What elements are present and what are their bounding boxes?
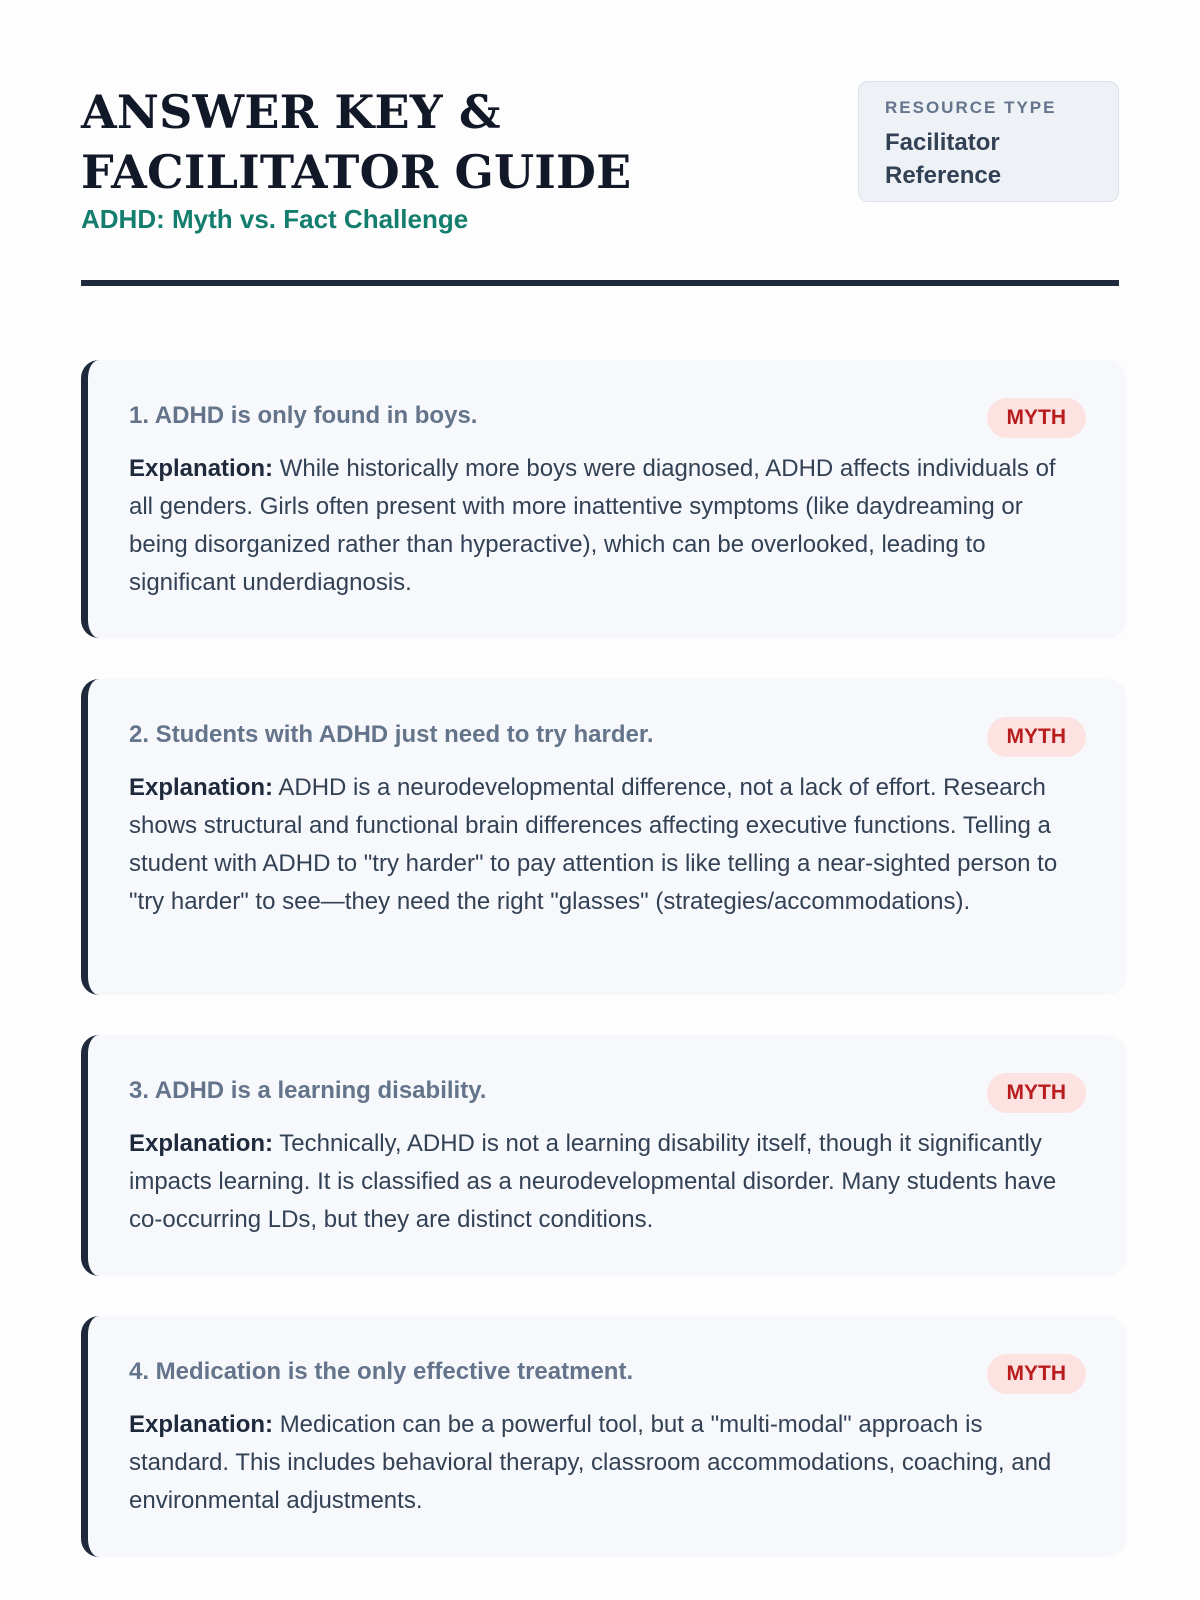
explanation-text	[129, 450, 1086, 602]
myth-card-1	[81, 360, 1126, 638]
explanation-body: While historically more boys were diagnosed, ADHD affects individuals of all genders. Girls often present with more inattentive symptoms (like daydreaming or being disorganized rather than hyperactive), which can be overlooked, leading to significant underdiagnosis.	[129, 455, 1056, 596]
card-header	[129, 717, 1086, 757]
explanation-label: Explanation:	[129, 774, 274, 801]
explanation-body: ADHD is a neurodevelopmental difference, not a lack of effort. Research shows structural and functional brain differences affecting executive functions. Telling a student with ADHD to "try harder" to pay attention is like telling a near-sighted person to "try harder" to see—they need the right "glasses" (strategies/accommodations).	[129, 774, 1058, 915]
question-text: 4. Medication is the only effective treatment.	[129, 1358, 634, 1385]
question-text: 1. ADHD is only found in boys.	[129, 402, 478, 429]
verdict-badge: MYTH	[987, 1354, 1087, 1394]
verdict-badge: MYTH	[987, 717, 1087, 757]
explanation-text	[129, 769, 1086, 921]
myth-card-4	[81, 1316, 1126, 1557]
card-header	[129, 1354, 1086, 1394]
resource-type-value: Facilitator Reference	[885, 129, 1002, 189]
explanation-label: Explanation:	[129, 455, 274, 482]
page-header	[81, 0, 1119, 290]
question-text: 2. Students with ADHD just need to try harder.	[129, 721, 654, 748]
page-subtitle: ADHD: Myth vs. Fact Challenge	[81, 204, 469, 234]
verdict-badge: MYTH	[987, 398, 1087, 438]
resource-type-label: RESOURCE TYPE	[885, 98, 1057, 117]
explanation-body: Technically, ADHD is not a learning disability itself, though it significantly impacts learning. It is classified as a neurodevelopmental disorder. Many students have co-occurring LDs, but they are distinct conditions.	[129, 1130, 1057, 1233]
card-header	[129, 398, 1086, 438]
card-header	[129, 1073, 1086, 1113]
explanation-text	[129, 1125, 1086, 1239]
question-text: 3. ADHD is a learning disability.	[129, 1077, 487, 1104]
explanation-label: Explanation:	[129, 1130, 274, 1157]
myth-card-2	[81, 679, 1126, 995]
myth-card-3	[81, 1035, 1126, 1276]
explanation-body: Medication can be a powerful tool, but a "multi-modal" approach is standard. This includes behavioral therapy, classroom accommodations, coaching, and environmental adjustments.	[129, 1411, 1052, 1514]
page-title: ANSWER KEY & FACILITATOR GUIDE	[81, 85, 632, 199]
resource-type-box	[858, 81, 1119, 202]
header-divider	[81, 280, 1119, 286]
explanation-label: Explanation:	[129, 1411, 274, 1438]
explanation-text	[129, 1406, 1086, 1520]
verdict-badge: MYTH	[987, 1073, 1087, 1113]
